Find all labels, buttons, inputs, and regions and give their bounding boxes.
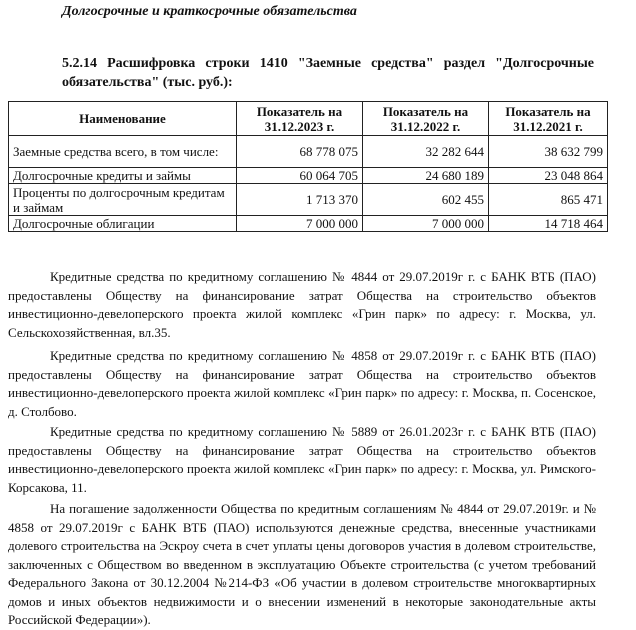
table-caption-line2: обязательства" (тыс. руб.):: [62, 75, 233, 90]
value-2021: 865 471: [489, 184, 608, 216]
row-name: Долгосрочные кредиты и займы: [9, 168, 237, 184]
paragraph-loan-4844: Кредитные средства по кредитному соглашению № 4844 от 29.07.2019г г. с БАНК ВТБ (ПАО) предоставлены Обществу на финансирование затрат Общества на строительство объектов инвестиционно-девелоперского проекта жилой комплекс «Грин парк» по адресу: г. Москва, ул. Сельскохозяйственная, вл.35.: [8, 269, 596, 340]
value-2022: 24 680 189: [363, 168, 489, 184]
header-2021: Показатель на 31.12.2021 г.: [489, 102, 608, 136]
header-2023: Показатель на 31.12.2023 г.: [237, 102, 363, 136]
value-2023: 68 778 075: [237, 136, 363, 168]
row-name: Заемные средства всего, в том числе:: [9, 136, 237, 168]
table-header-row: [9, 102, 608, 136]
value-2021: 38 632 799: [489, 136, 608, 168]
value-2023: 7 000 000: [237, 216, 363, 232]
row-name: Долгосрочные облигации: [9, 216, 237, 232]
value-2022: 602 455: [363, 184, 489, 216]
section-heading: Долгосрочные и краткосрочные обязательства: [62, 4, 357, 19]
table-row: [9, 136, 608, 168]
paragraph-loan-4858: Кредитные средства по кредитному соглашению № 4858 от 29.07.2019г г. с БАНК ВТБ (ПАО) предоставлены Обществу на финансирование затрат Общества на строительство объектов инвестиционно-девелоперского проекта жилой комплекс «Грин парк» по адресу: г. Москва, п. Сосенское, д. Столбово.: [8, 348, 596, 419]
table-row: [9, 168, 608, 184]
table-caption: [62, 54, 594, 92]
value-2022: 32 282 644: [363, 136, 489, 168]
header-name: Наименование: [9, 102, 237, 136]
value-2023: 60 064 705: [237, 168, 363, 184]
header-2022: Показатель на 31.12.2022 г.: [363, 102, 489, 136]
value-2021: 23 048 864: [489, 168, 608, 184]
borrowed-funds-table: [8, 101, 608, 232]
paragraph-repayment: На погашение задолженности Общества по кредитным соглашениям № 4844 от 29.07.2019г. и № 4858 от 29.07.2019г с БАНК ВТБ (ПАО) используются денежные средства, внесенные участниками долевого строительства на Эскроу счета в счет уплаты цены договоров участия в долевом строительстве, заключенных с Обществом во введенном в эксплуатацию Объекте строительства (с учетом требований Федерального Закона от 30.12.2004 №214-ФЗ «Об участии в долевом строительстве многоквартирных домов и иных объектов недвижимости и о внесении изменений в некоторые законодательные акты Российской Федерации»).: [8, 501, 596, 627]
table-caption-line1: 5.2.14 Расшифровка строки 1410 "Заемные средства" раздел "Долгосрочные: [62, 56, 594, 71]
table-row: [9, 184, 608, 216]
value-2023: 1 713 370: [237, 184, 363, 216]
row-name: Проценты по долгосрочным кредитам и займам: [9, 184, 237, 216]
table-row: [9, 216, 608, 232]
value-2021: 14 718 464: [489, 216, 608, 232]
value-2022: 7 000 000: [363, 216, 489, 232]
paragraph-loan-5889: Кредитные средства по кредитному соглашению № 5889 от 26.01.2023г г. с БАНК ВТБ (ПАО) предоставлены Обществу на финансирование затрат Общества на строительство объектов инвестиционно-девелоперского проекта жилой комплекс «Грин парк» по адресу: г. Москва, ул. Римского-Корсакова, 11.: [8, 424, 596, 495]
